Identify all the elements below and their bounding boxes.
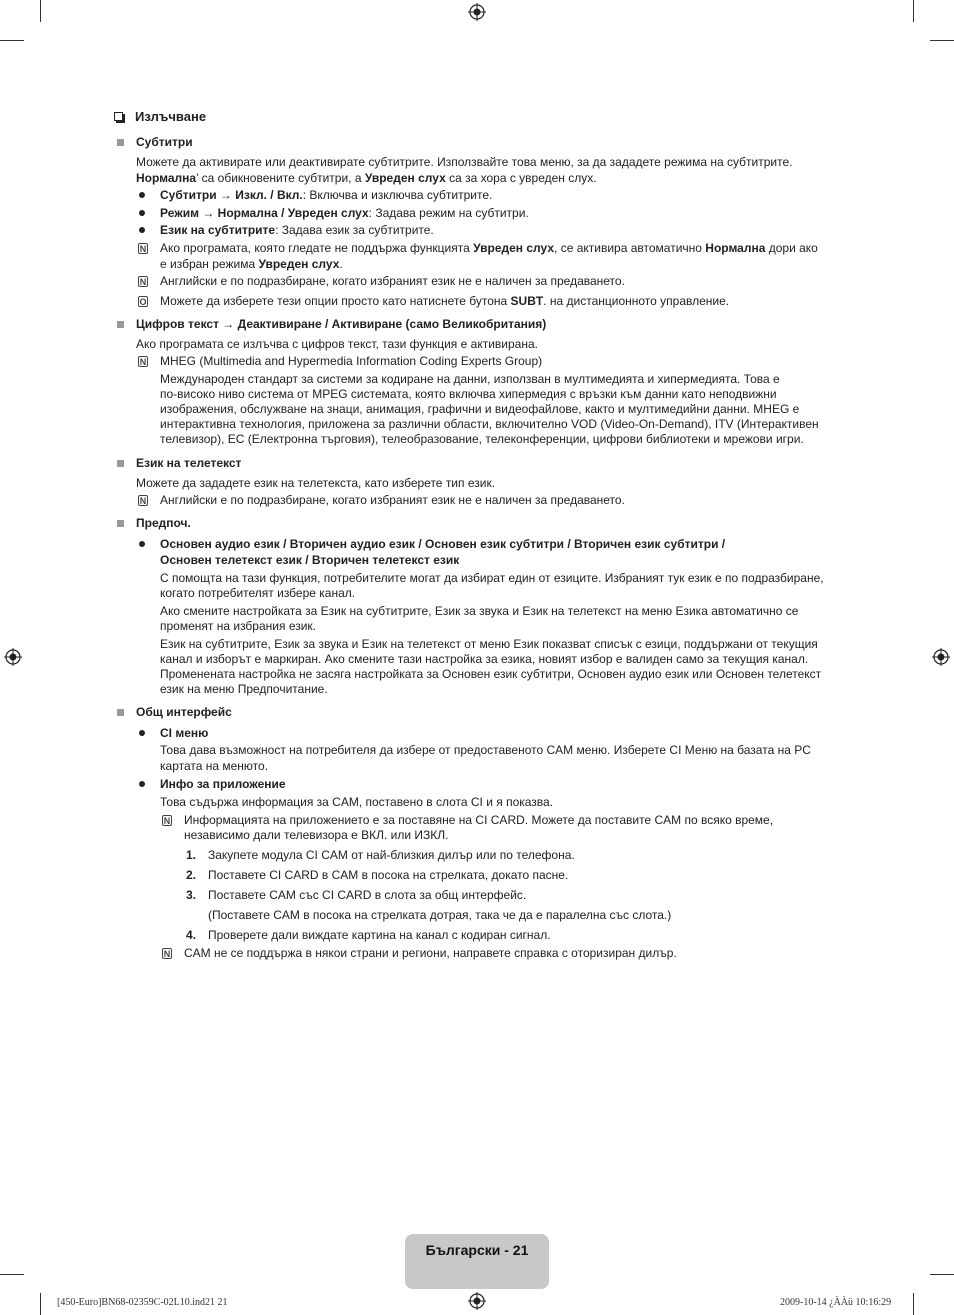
step-text: Проверете дали виждате картина на канал с кодиран сигнал. [208, 928, 551, 942]
paragraph: интерактивна технология, приложена за различни области, включително VOD (Video-On-Demand), ITV (Интерактивен [160, 417, 819, 431]
paragraph: променят на избрания език. [160, 619, 317, 633]
bullet-icon [139, 192, 145, 198]
bullet-icon [139, 227, 145, 233]
term: Език на субтитрите [160, 223, 276, 237]
paragraph: Това дава възможност на потребителя да избере от предоставеното CAM меню. Изберете CI Меню на базата на PC [160, 743, 811, 757]
term: Нормална [705, 241, 766, 255]
list-item: CI меню [160, 726, 209, 740]
text: дори ако [765, 241, 818, 255]
paragraph: Ако смените настройката за Език на субтитрите, Език за звука и Език на телетекст на меню Езика автоматично се [160, 604, 799, 618]
note-icon: N [139, 496, 147, 506]
term: SUBT [510, 294, 544, 308]
text: Можете да изберете тези опции просто като натиснете бутона [160, 294, 511, 308]
term: Увреден слух [258, 257, 340, 271]
list-item [160, 188, 492, 203]
paragraph: по-високо ниво система от MPEG системата, която включва хипермедия с връзки към данни като неподвижни [160, 387, 777, 401]
paragraph: телевизор), EC (Електронна търговия), телеобразование, телеконференции, цифрови библиотеки и мрежови игри. [160, 432, 804, 446]
section-checkbox-icon [114, 112, 123, 121]
text: : Задава език за субтитрите. [275, 223, 434, 237]
note-text [160, 257, 343, 272]
step-number: 3. [186, 888, 197, 902]
note-text: Информацията на приложението е за поставяне на CI CARD. Можете да поставите CAM по всяко време, [184, 813, 774, 827]
note-icon: N [139, 277, 147, 287]
registration-mark-icon [468, 3, 486, 21]
text: : Включва и изключва субтитрите. [302, 188, 493, 202]
paragraph: Можете да зададете език на телетекста, като изберете тип език. [136, 476, 496, 490]
paragraph: Това съдържа информация за CAM, поставено в слота CI и я показва. [160, 795, 554, 809]
note-text [160, 241, 818, 256]
step-text: Поставете CAM със CI CARD в слота за общ интерфейс. [208, 888, 527, 902]
note-text: MHEG (Multimedia and Hypermedia Information Coding Experts Group) [160, 354, 543, 368]
term: Субтитри → Изкл. / Вкл. [160, 188, 303, 202]
square-bullet-icon [117, 460, 124, 467]
list-item: Инфо за приложение [160, 777, 286, 791]
list-item: Основен телетекст език / Вторичен телетекст език [160, 553, 460, 567]
note-icon: N [139, 357, 147, 367]
term: Увреден слух [364, 171, 446, 185]
remote-icon: O [139, 297, 147, 307]
crop-mark [40, 1293, 41, 1315]
text: : Задава режим на субтитри. [368, 206, 529, 220]
bullet-icon [139, 541, 145, 547]
text: са за хора с увреден слух. [445, 171, 597, 185]
bullet-icon [139, 730, 145, 736]
paragraph: език на меню Предпочитание. [160, 682, 328, 696]
print-slug-right: 2009-10-14 ¿ÀÀü 10:16:29 [780, 1297, 892, 1308]
step-text: Поставете CI CARD в CAM в посока на стрелката, докато пасне. [208, 868, 569, 882]
square-bullet-icon [117, 520, 124, 527]
term: Режим → Нормална / Увреден слух [160, 206, 369, 220]
note-icon: N [163, 949, 171, 959]
subtitles-heading: Субтитри [136, 135, 193, 149]
square-bullet-icon [117, 321, 124, 328]
bullet-icon [139, 210, 145, 216]
paragraph: Променената настройка не засяга настройката за Основен език субтитри, Основен аудио език или Основен телетекст [160, 667, 822, 681]
square-bullet-icon [117, 139, 124, 146]
note-text: Английски е по подразбиране, когато избраният език не е наличен за предаването. [160, 274, 625, 288]
list-item [160, 206, 529, 221]
text: , се активира автоматично [554, 241, 706, 255]
note-text: Английски е по подразбиране, когато избраният език не е наличен за предаването. [160, 493, 625, 507]
paragraph: Ако програмата се излъчва с цифров текст, тази функция е активирана. [136, 337, 538, 351]
section-title: Излъчване [135, 109, 207, 124]
paragraph: картата на менюто. [160, 759, 269, 773]
term: Увреден слух [473, 241, 555, 255]
registration-mark-icon [468, 1292, 486, 1310]
crop-mark [913, 1293, 914, 1315]
registration-mark-icon [4, 648, 22, 666]
square-bullet-icon [117, 709, 124, 716]
crop-mark [0, 40, 24, 41]
paragraph: Можете да активирате или деактивирате субтитрите. Използвайте това меню, за да зададете режима на субтитрите. [136, 155, 793, 169]
step-number: 4. [186, 928, 197, 942]
teletext-heading: Език на телетекст [136, 456, 242, 470]
crop-mark [40, 0, 41, 22]
paragraph: Език на субтитрите, Език за звука и Език на телетекст от меню Език показват списък с езици, поддържани от текущия [160, 637, 818, 651]
page-number: Български - 21 [425, 1242, 529, 1258]
crop-mark [913, 0, 914, 22]
list-item [160, 223, 434, 238]
digital-text-heading: Цифров текст → Деактивиране / Активиране (само Великобритания) [136, 317, 547, 331]
text: Ако програмата, която гледате не поддържа функцията [160, 241, 474, 255]
paragraph: канал и изборът е маркиран. Ако смените тази настройка за езика, новият избор е валиден само за текущия канал. [160, 652, 809, 666]
term: Нормална [136, 171, 197, 185]
note-icon: N [163, 816, 171, 826]
crop-mark [930, 40, 954, 41]
step-text: (Поставете CAM в посока на стрелката дотрая, така че да е паралелна със слота.) [208, 908, 672, 922]
preference-heading: Предпоч. [136, 516, 191, 530]
paragraph: когато потребителят избере канал. [160, 586, 356, 600]
list-item: Основен аудио език / Вторичен аудио език / Основен език субтитри / Вторичен език субтитри / [160, 537, 726, 551]
paragraph: С помощта на тази функция, потребителите могат да избират един от езиците. Избраният тук език е по подразбиране, [160, 571, 824, 585]
text: . [339, 257, 343, 271]
ci-heading: Общ интерфейс [136, 705, 232, 719]
note-text: независимо дали телевизора е ВКЛ. или ИЗКЛ. [184, 828, 449, 842]
note-icon: N [139, 244, 147, 254]
step-number: 1. [186, 848, 197, 862]
text: . на дистанционното управление. [543, 294, 730, 308]
bullet-icon [139, 781, 145, 787]
text: е избран режима [160, 257, 259, 271]
step-text: Закупете модула CI CAM от най-близкия дилър или по телефона. [208, 848, 575, 862]
crop-mark [930, 1274, 954, 1275]
text: ’ са обикновените субтитри, а [196, 171, 365, 185]
crop-mark [0, 1274, 24, 1275]
registration-mark-icon [932, 648, 950, 666]
print-slug-left: [450-Euro]BN68-02359C-02L10.ind21 21 [57, 1297, 228, 1308]
paragraph: Международен стандарт за системи за кодиране на данни, използван в мултимедията и хипермедията. Това е [160, 372, 780, 386]
step-number: 2. [186, 868, 197, 882]
paragraph: изображения, обслужване на знаци, анимация, графични и видеофайлове, както и мултимедийни данни. MHEG е [160, 402, 800, 416]
note-text: CAM не се поддържа в някои страни и региони, направете справка с оторизиран дилър. [184, 946, 677, 960]
note-text [160, 294, 729, 309]
paragraph [136, 171, 597, 186]
